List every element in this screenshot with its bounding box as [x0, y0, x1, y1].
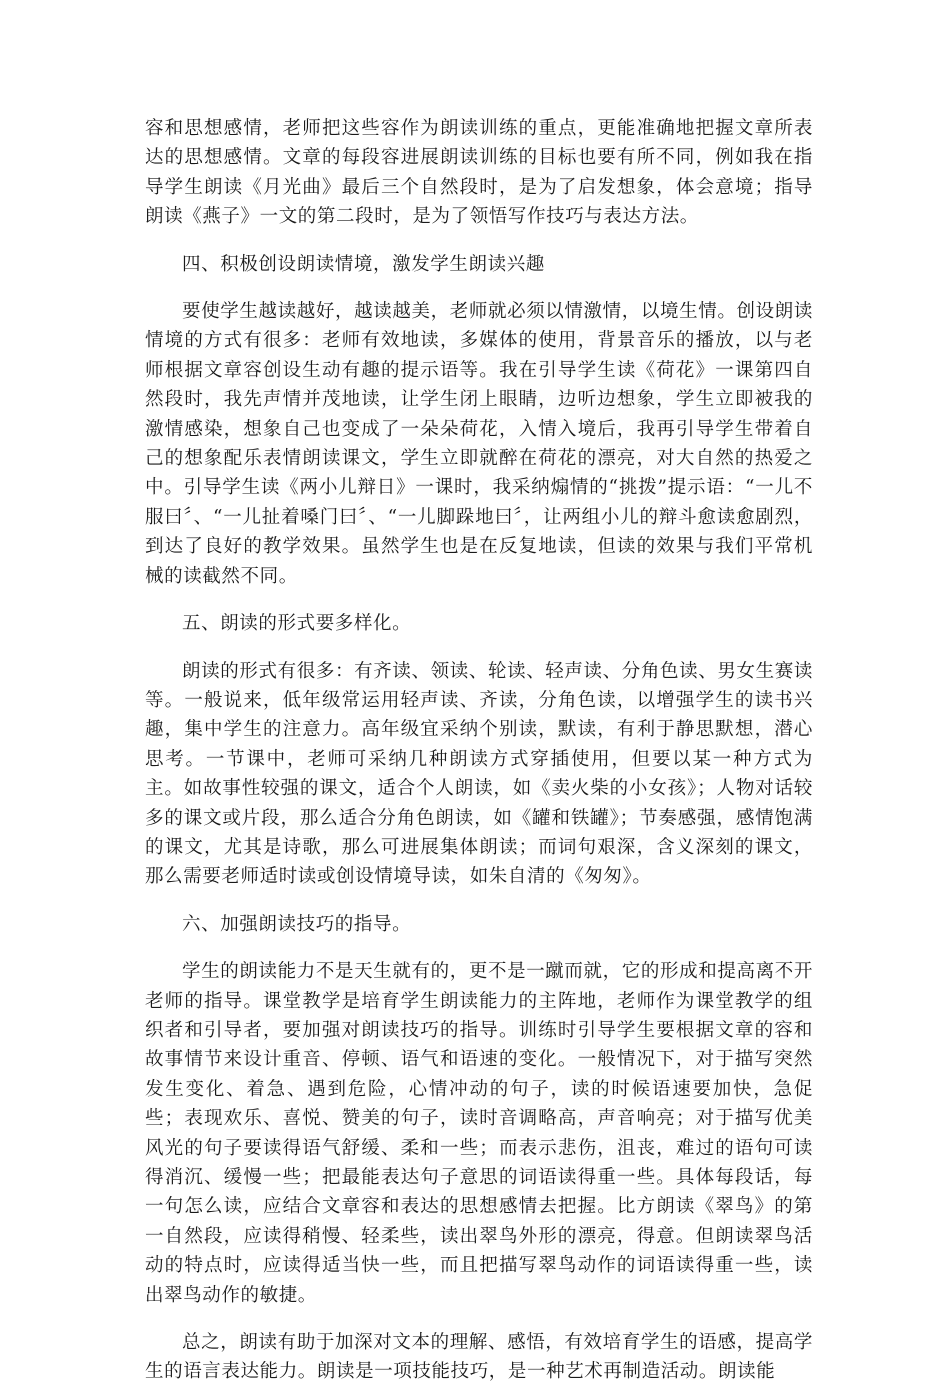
paragraph-continuation: 容和思想感情，老师把这些容作为朗读训练的重点，更能准确地把握文章所表达的思想感情。文章的每段容进展朗读训练的目标也要有所不同，例如我在指导学生朗读《月光曲》最后三个自然段时，是为了启发想象，体会意境；指导朗读《燕子》一文的第二段时，是为了领悟写作技巧与表达方法。	[145, 118, 813, 228]
paragraph-reading-forms: 朗读的形式有很多：有齐读、领读、轮读、轻声读、分角色读、男女生赛读等。一般说来，低年级常运用轻声读、齐读，分角色读，以增强学生的读书兴趣，集中学生的注意力。高年级宜采纳个别读，默读，有利于静思默想，潜心思考。一节课中，老师可采纳几种朗读方式穿插使用，但要以某一种方式为主。如故事性较强的课文，适合个人朗读，如《卖火柴的小女孩》；人物对话较多的课文或片段，那么适合分角色朗读，如《罐和铁罐》；节奏感强，感情饱满的课文，尤其是诗歌，那么可进展集体朗读；而词句艰深，含义深刻的课文，那么需要老师适时读或创设情境导读，如朱自清的《匆匆》。	[145, 660, 813, 888]
paragraph-conclusion: 总之，朗读有助于加深对文本的理解、感悟，有效培育学生的语感，提高学生的语言表达能力。朗读是一项技能技巧，是一种艺术再制造活动。朗读能	[145, 1332, 813, 1383]
section-heading-6: 六、加强朗读技巧的指导。	[182, 913, 412, 935]
paragraph-reading-scenarios: 要使学生越读越好，越读越美，老师就必须以情激情，以境生情。创设朗读情境的方式有很多：老师有效地读，多媒体的使用，背景音乐的播放，以与老师根据文章容创设生动有趣的提示语等。我在引导学生读《荷花》一课第四自然段时，我先声情并茂地读，让学生闭上眼睛，边听边想象，学生立即被我的激情感染，想象自己也变成了一朵朵荷花，入情入境后，我再引导学生带着自己的想象配乐表情朗读课文，学生立即就醉在荷花的漂亮，对大自然的热爱之中。引导学生读《两小儿辩日》一课时，我采纳煽情的“挑拨”提示语：“一儿不服曰〞、“一儿扯着嗓门曰〞、“一儿脚跺地曰〞，让两组小儿的辩斗愈读愈剧烈，到达了良好的教学效果。虽然学生也是在反复地读，但读的效果与我们平常机械的读截然不同。	[145, 301, 813, 587]
section-heading-5: 五、朗读的形式要多样化。	[182, 613, 412, 635]
paragraph-reading-skills: 学生的朗读能力不是天生就有的，更不是一蹴而就，它的形成和提高离不开老师的指导。课堂教学是培育学生朗读能力的主阵地，老师作为课堂教学的组织者和引导者，要加强对朗读技巧的指导。训练时引导学生要根据文章的容和故事情节来设计重音、停顿、语气和语速的变化。一般情况下，对于描写突然发生变化、着急、遇到危险，心情冲动的句子，读的时候语速要加快，急促些；表现欢乐、喜悦、赞美的句子，读时音调略高，声音响亮；对于描写优美风光的句子要读得语气舒缓、柔和一些；而表示悲伤，沮丧，难过的语句可读得消沉、缓慢一些；把最能表达句子意思的词语读得重一些。具体每段话，每一句怎么读，应结合文章容和表达的思想感情去把握。比方朗读《翠鸟》的第一自然段，应读得稍慢、轻柔些，读出翠鸟外形的漂亮，得意。但朗读翠鸟活动的特点时，应读得适当快一些，而且把描写翠鸟动作的词语读得重一些，读出翠鸟动作的敏捷。	[145, 961, 813, 1306]
section-heading-4: 四、积极创设朗读情境，激发学生朗读兴趣	[182, 253, 545, 275]
document-page	[145, 114, 813, 1387]
